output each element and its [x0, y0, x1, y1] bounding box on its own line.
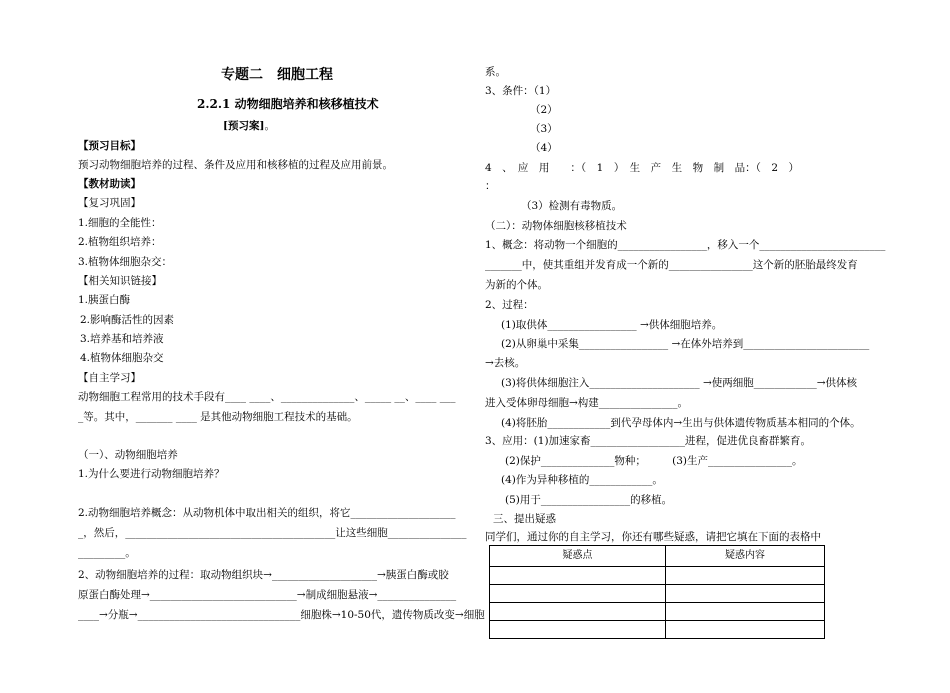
- document-title: 专题二 细胞工程: [221, 67, 333, 83]
- text-line: 2.植物组织培养：: [78, 236, 162, 248]
- heading-self-study: 【自主学习】: [78, 372, 141, 384]
- table-cell: [490, 603, 666, 621]
- text-line: 预习动物细胞培养的过程、条件及应用和核移植的过程及应用前景。: [78, 159, 393, 171]
- text-line: 为新的个体。: [485, 279, 548, 291]
- section-heading-cell-culture: （一）、动物细胞培养: [78, 449, 178, 461]
- text-line: (2)从卵巢中采集_________________ →在体外培养到________________________: [501, 338, 870, 350]
- heading-related-knowledge: 【相关知识链接】: [78, 275, 162, 287]
- text-line: 1.胰蛋白酶: [78, 294, 131, 306]
- table-row: [490, 585, 825, 603]
- text-line: 4 、 应 用 ：（ 1 ） 生 产 生 物 制 品：（ 2 ）: [485, 162, 800, 174]
- table-cell: [666, 603, 825, 621]
- text-line: 2.影响酶活性的因素: [80, 314, 175, 326]
- text-line: (2)保护______________物种； (3)生产________________。: [505, 455, 803, 467]
- text-line: 3.植物体细胞杂交：: [78, 256, 173, 268]
- table-cell: [490, 567, 666, 585]
- text-line: 2.动物细胞培养概念：从动物机体中取出相关的组织，将它____________________: [78, 507, 456, 519]
- text-line: 1.细胞的全能性：: [78, 217, 162, 229]
- case-label-line: [223, 117, 275, 137]
- section-heading-nuclear-transfer: （二）：动物体细胞核移植技术: [485, 220, 627, 232]
- case-label: [预习案]: [223, 120, 265, 132]
- table-cell: [666, 621, 825, 639]
- text-line: ____→分瓶→_______________________________细胞株→10-50代，遗传物质改变→细胞: [78, 609, 485, 621]
- table-row: [490, 603, 825, 621]
- text-line: 4.植物体细胞杂交: [80, 352, 164, 364]
- text-line: →去核。: [485, 357, 526, 369]
- text-line: (5)用于_________________的移植。: [505, 494, 673, 506]
- text-line: (1)取供体_________________ →供体细胞培养。: [501, 319, 723, 331]
- text-line: (4)将胚胎____________到代孕母体内→生出与供体遗传物质基本相同的个体。: [501, 417, 861, 429]
- text-line: _______中，使其重组并发育成一个新的________________这个新的胚胎最终发育: [485, 259, 858, 271]
- text-line: 2、动物细胞培养的过程：取动物组织块→____________________→胰蛋白酶或胶: [78, 569, 449, 581]
- table-cell: [666, 567, 825, 585]
- text-line: _等。其中，_______ ____ 是其他动物细胞工程技术的基础。: [78, 411, 358, 423]
- table-row: [490, 621, 825, 639]
- text-line: 进入受体卵母细胞→构建_______________。: [485, 397, 689, 409]
- case-label-suffix: 。: [264, 120, 275, 132]
- table-header-cell: 疑惑点: [490, 546, 666, 567]
- table-cell: [666, 585, 825, 603]
- text-line: ：: [485, 180, 496, 192]
- text-line: （3）检测有毒物质。: [521, 200, 623, 212]
- questions-table: [489, 545, 825, 639]
- text-line: 1.为什么要进行动物细胞培养？: [78, 468, 225, 480]
- text-line: 3、条件：（1）: [485, 85, 557, 97]
- section-heading-questions: 三、提出疑惑: [493, 513, 556, 525]
- text-line: 3、应用：(1)加速家畜__________________进程，促进优良畜群繁育。: [485, 435, 812, 447]
- text-line: （3）: [530, 123, 558, 135]
- text-line: (4)作为异种移植的____________。: [501, 474, 663, 486]
- text-line: _________。: [78, 547, 136, 559]
- text-line: 同学们，通过你的自主学习，你还有哪些疑惑，请把它填在下面的表格中: [485, 531, 821, 543]
- text-line: （2）: [530, 104, 558, 116]
- section-subtitle: 2.2.1 动物细胞培养和核移植技术: [197, 97, 379, 111]
- heading-review: 【复习巩固】: [78, 197, 141, 209]
- text-line: 3.培养基和培养液: [80, 333, 164, 345]
- table-header-cell: 疑惑内容: [666, 546, 825, 567]
- text-line: 动物细胞工程常用的技术手段有____ ____、______________、_____ __、____ ___: [78, 391, 456, 403]
- table-header-row: [490, 546, 825, 567]
- text-line: 原蛋白酶处理→____________________________→制成细胞悬液→_______________: [78, 589, 457, 601]
- text-line: _，然后，________________________________________让这些细胞_______________: [78, 527, 467, 539]
- text-line: 1、概念：将动物一个细胞的_________________，移入一个________________________: [485, 239, 886, 251]
- text-line: 2、过程：: [485, 299, 534, 311]
- heading-preview-goal: 【预习目标】: [78, 140, 141, 152]
- table-cell: [490, 621, 666, 639]
- text-line: （4）: [530, 142, 558, 154]
- table-cell: [490, 585, 666, 603]
- heading-textbook-guide: 【教材助读】: [78, 178, 141, 190]
- text-line: (3)将供体细胞注入_____________________ →使两细胞____________→供体核: [501, 377, 858, 389]
- text-line: 系。: [485, 66, 506, 78]
- table-row: [490, 567, 825, 585]
